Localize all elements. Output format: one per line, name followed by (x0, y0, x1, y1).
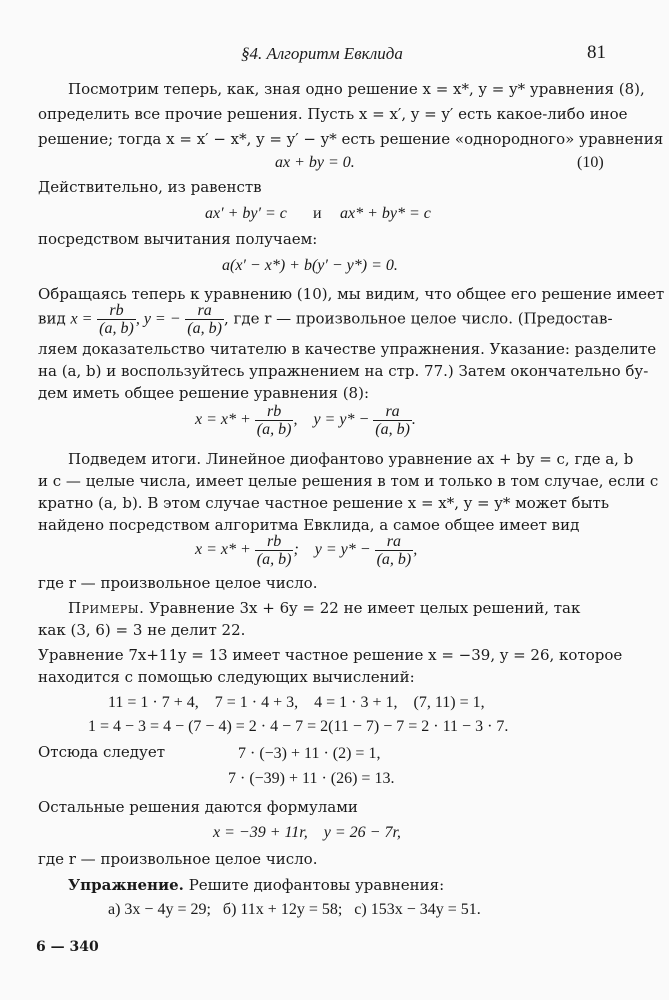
exercise-label: Упражнение. (68, 876, 184, 894)
hence-equation-2: 7 · (−39) + 11 · (26) = 13. (228, 770, 395, 787)
fraction-ra-num: ra (185, 302, 224, 320)
gen2-x: x = x* + (195, 541, 251, 559)
examples-label: Примеры. (68, 599, 145, 617)
equation-rest: x = −39 + 11r, y = 26 − 7r, (213, 824, 401, 841)
p1-line-1: Посмотрим теперь, как, зная одно решение x = x*, y = y* уравнения (8), (68, 80, 645, 98)
equation-pair-left: ax′ + by′ = c (205, 205, 287, 222)
p5-line-2: и c — целые числа, имеет целые решения в том и только в том случае, если c (38, 472, 659, 490)
p4-post: , где r — произвольное целое число. (Предостав- (223, 309, 613, 328)
p1-line-3: решение; тогда x = x′ − x*, y = y′ − y* есть решение «однородного» уравнения (38, 130, 664, 148)
p4-y-eq: , y = − (135, 310, 181, 328)
gen2-frac-rb-den: (a, b) (256, 551, 292, 568)
signature-mark: 6 — 340 (36, 939, 99, 955)
gen1-end: . (411, 411, 416, 429)
gen1-frac-rb (255, 403, 294, 438)
fraction-ra (185, 302, 224, 337)
calculation-line-1: 11 = 1 · 7 + 4, 7 = 1 · 4 + 3, 4 = 1 · 3 + 1, (7, 11) = 1, (108, 694, 485, 711)
p2-line: Действительно, из равенств (38, 178, 262, 196)
gen2-frac-ra-den: (a, b) (376, 551, 412, 568)
p4-line-1: Обращаясь теперь к уравнению (10), мы видим, что общее его решение имеет (38, 285, 665, 303)
equation-general-1 (195, 403, 416, 438)
p1-line-2: определить все прочие решения. Пусть x = x′, y = y′ есть какое-либо иное (38, 105, 628, 123)
page-number: 81 (587, 42, 606, 63)
equation-subtraction: a(x′ − x*) + b(y′ − y*) = 0. (222, 257, 398, 274)
equation-10-number: (10) (577, 154, 604, 171)
examples-line-2: как (3, 6) = 3 не делит 22. (38, 621, 246, 639)
p4-x-eq: x = (70, 310, 93, 328)
gen1-y: y = y* − (313, 411, 370, 429)
exercise-items: а) 3x − 4y = 29; б) 11x + 12y = 58; с) 153x − 34y = 51. (108, 901, 481, 918)
running-header: §4. Алгоритм Евклида (241, 44, 403, 63)
p5-line-3: кратно (a, b). В этом случае частное решение x = x*, y = y* может быть (38, 494, 609, 512)
gen2-y: y = y* − (314, 541, 371, 559)
gen1-frac-rb-den: (a, b) (256, 421, 292, 438)
gen2-frac-ra-num: ra (375, 533, 414, 551)
hence-label: Отсюда следует (38, 743, 166, 761)
exercise-text: Решите диофантовы уравнения: (188, 876, 445, 894)
examples-line-1 (68, 601, 580, 616)
equation-general-2 (195, 533, 417, 568)
p5-line-1: Подведем итоги. Линейное диофантово уравнение ax + by = c, где a, b (68, 450, 634, 468)
p4-line-4: на (a, b) и воспользуйтесь упражнением на стр. 77.) Затем окончательно бу- (38, 362, 649, 380)
gen1-frac-rb-num: rb (255, 403, 294, 421)
exercise-line (68, 878, 444, 893)
gen1-sep: , (293, 411, 298, 429)
gen1-x: x = x* + (195, 411, 251, 429)
p8-line: где r — произвольное целое число. (38, 850, 318, 868)
gen2-frac-rb (255, 533, 294, 568)
gen2-frac-rb-num: rb (255, 533, 294, 551)
fraction-rb-den: (a, b) (99, 320, 134, 337)
gen2-end: , (413, 541, 418, 559)
gen2-sep: ; (293, 541, 299, 559)
examples-line-4: находится с помощью следующих вычислений: (38, 668, 415, 686)
gen2-frac-ra (375, 533, 414, 568)
gen1-frac-ra-num: ra (373, 403, 412, 421)
calculation-line-2: 1 = 4 − 3 = 4 − (7 − 4) = 2 · 4 − 7 = 2(11 − 7) − 7 = 2 · 11 − 3 · 7. (88, 718, 509, 735)
equation-10: ax + by = 0. (275, 154, 355, 171)
hence-equation-1: 7 · (−3) + 11 · (2) = 1, (238, 745, 381, 762)
p3-line: посредством вычитания получаем: (38, 230, 318, 248)
gen1-frac-ra (373, 403, 412, 438)
fraction-rb-num: rb (97, 302, 136, 320)
equation-pair-right: ax* + by* = c (340, 205, 431, 222)
p5-line-4: найдено посредством алгоритма Евклида, а самое общее имеет вид (38, 516, 580, 534)
p6-line: где r — произвольное целое число. (38, 574, 318, 592)
p4-vid: вид (38, 309, 66, 328)
fraction-ra-den: (a, b) (187, 320, 222, 337)
equation-pair-conj: и (313, 205, 322, 222)
gen1-frac-ra-den: (a, b) (375, 421, 410, 438)
examples-text-1: Уравнение 3x + 6y = 22 не имеет целых решений, так (149, 599, 581, 617)
p4-line-5: дем иметь общее решение уравнения (8): (38, 384, 370, 402)
p4-line-2 (38, 302, 613, 337)
examples-line-3: Уравнение 7x+11y = 13 имеет частное решение x = −39, y = 26, которое (38, 646, 623, 664)
fraction-rb (97, 302, 136, 337)
p7-line: Остальные решения даются формулами (38, 798, 358, 816)
p4-line-3: ляем доказательство читателю в качестве упражнения. Указание: разделите (38, 340, 657, 358)
